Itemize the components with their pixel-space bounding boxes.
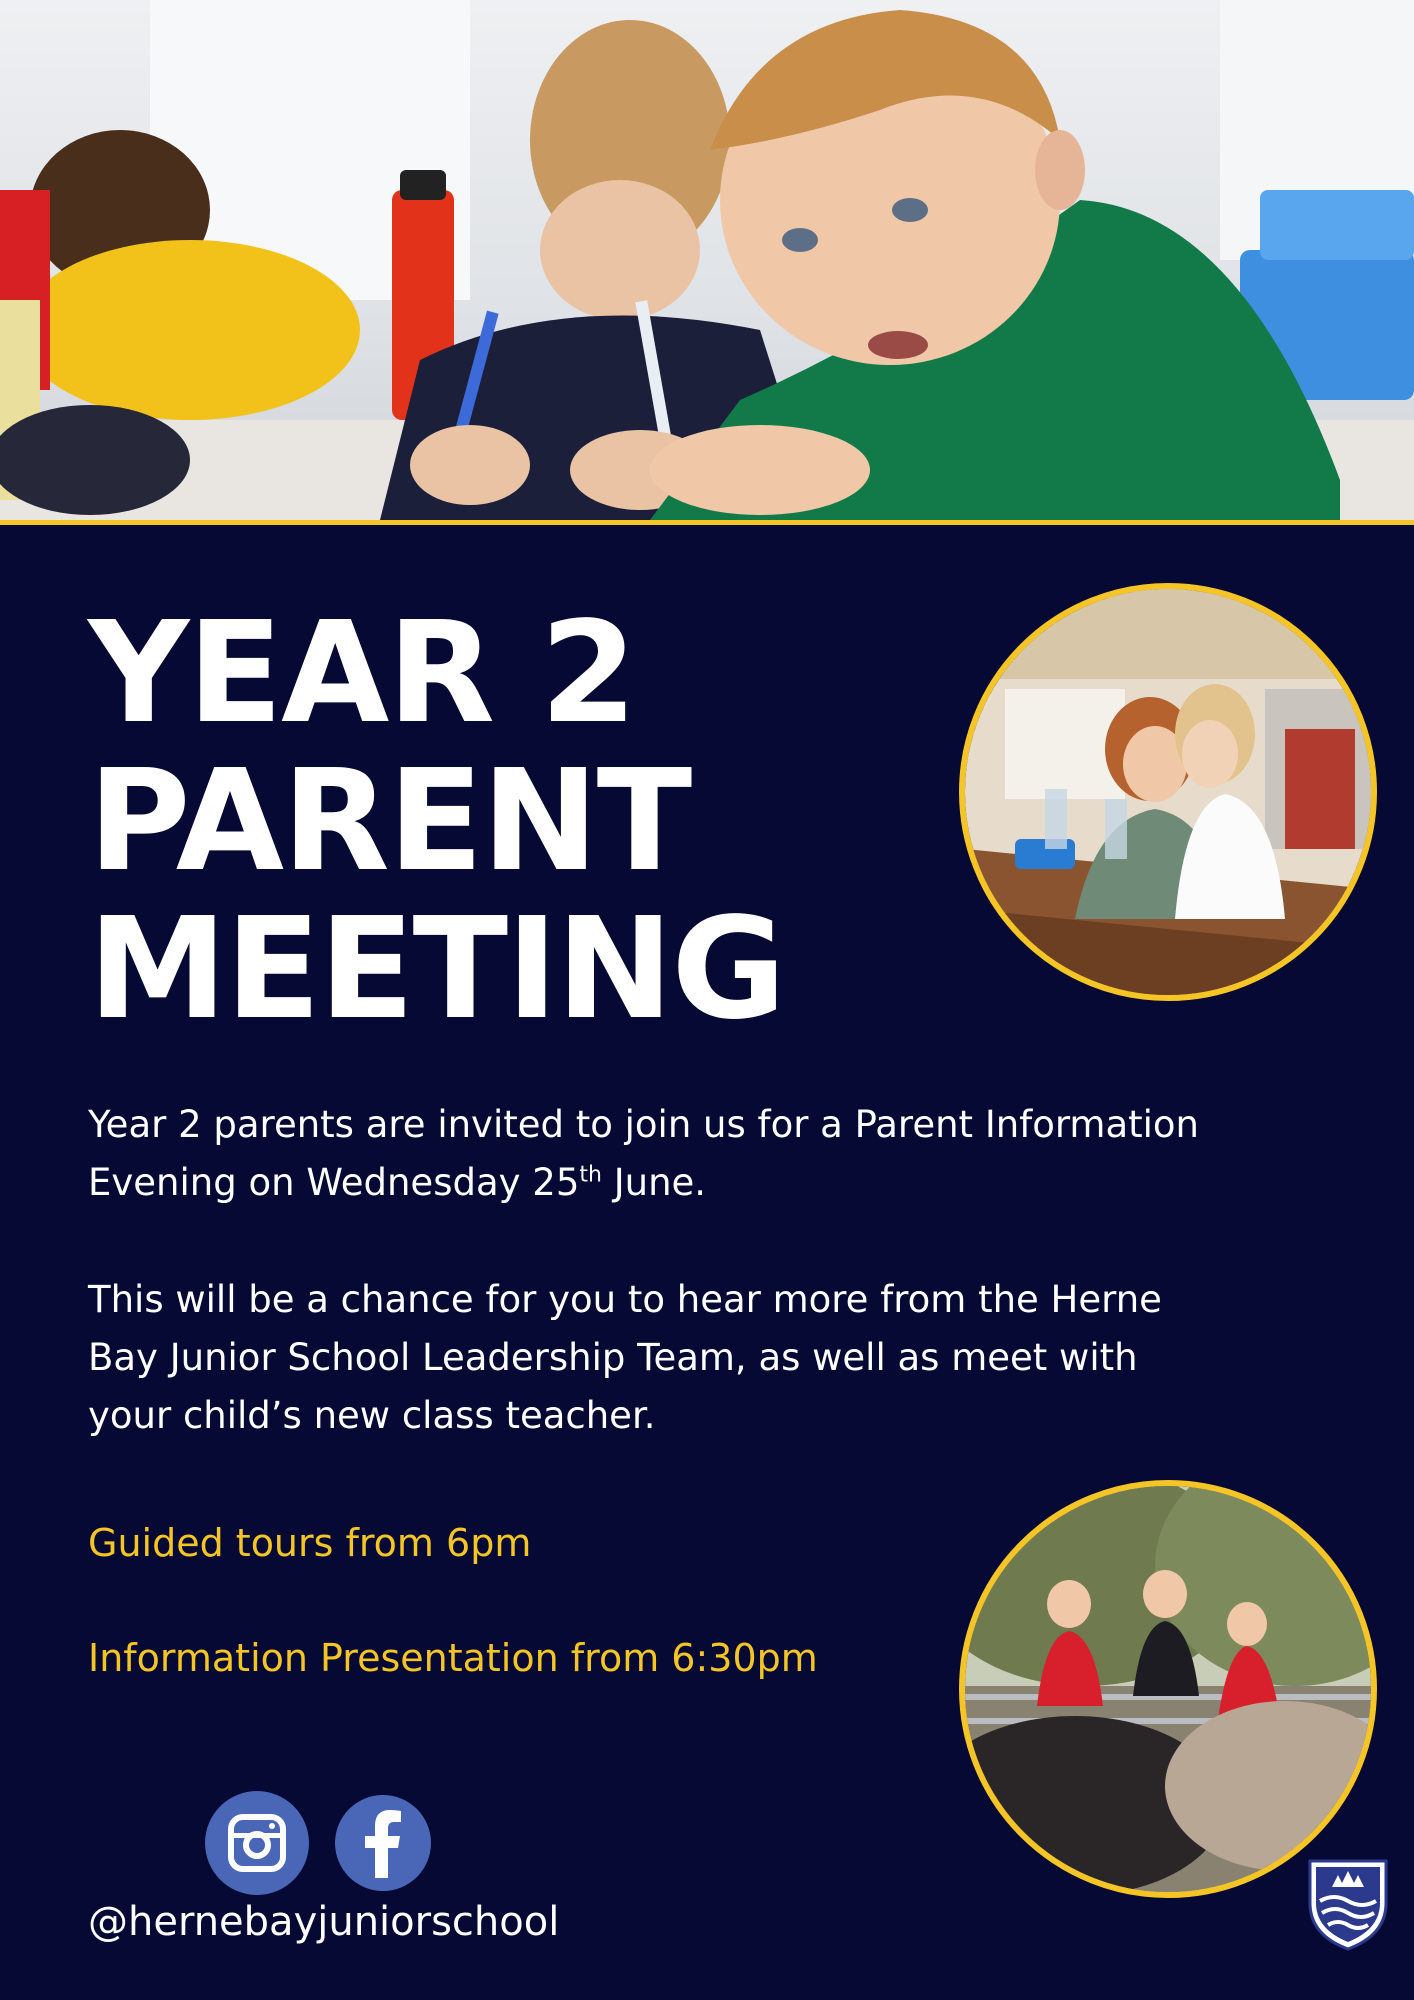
school-crest-icon	[1306, 1857, 1390, 1953]
instagram-button[interactable]	[205, 1791, 309, 1895]
details-paragraph: This will be a chance for you to hear more from the Herne Bay Junior School Leadership Team, as well as meet with your child’s new class teacher.	[88, 1278, 1162, 1437]
facebook-button[interactable]	[335, 1795, 431, 1891]
tours-time: Guided tours from 6pm	[88, 1521, 532, 1565]
social-handle[interactable]: @hernebayjuniorschool	[88, 1899, 560, 1945]
hero-photo	[0, 0, 1414, 520]
page-title	[88, 592, 785, 1051]
title-line-1: YEAR 2	[88, 592, 636, 755]
title-line-2: PARENT	[88, 740, 691, 903]
instagram-icon	[228, 1814, 286, 1872]
presentation-time: Information Presentation from 6:30pm	[88, 1636, 818, 1680]
hero-divider	[0, 520, 1414, 525]
farm-photo-illustration	[965, 1486, 1371, 1892]
farm-photo	[959, 1480, 1377, 1898]
intro-text: Year 2 parents are invited to join us for a Parent Information Evening on Wednesday 25	[88, 1103, 1199, 1204]
classroom-photo	[959, 583, 1377, 1001]
hero-photo-illustration	[0, 0, 1414, 520]
classroom-photo-illustration	[965, 589, 1371, 995]
facebook-icon	[358, 1808, 408, 1878]
intro-text-end: June.	[601, 1161, 707, 1204]
title-line-3: MEETING	[88, 888, 785, 1051]
date-ordinal-suffix: th	[579, 1162, 602, 1188]
intro-paragraph	[88, 1096, 1288, 1212]
school-crest-logo	[1306, 1857, 1390, 1957]
